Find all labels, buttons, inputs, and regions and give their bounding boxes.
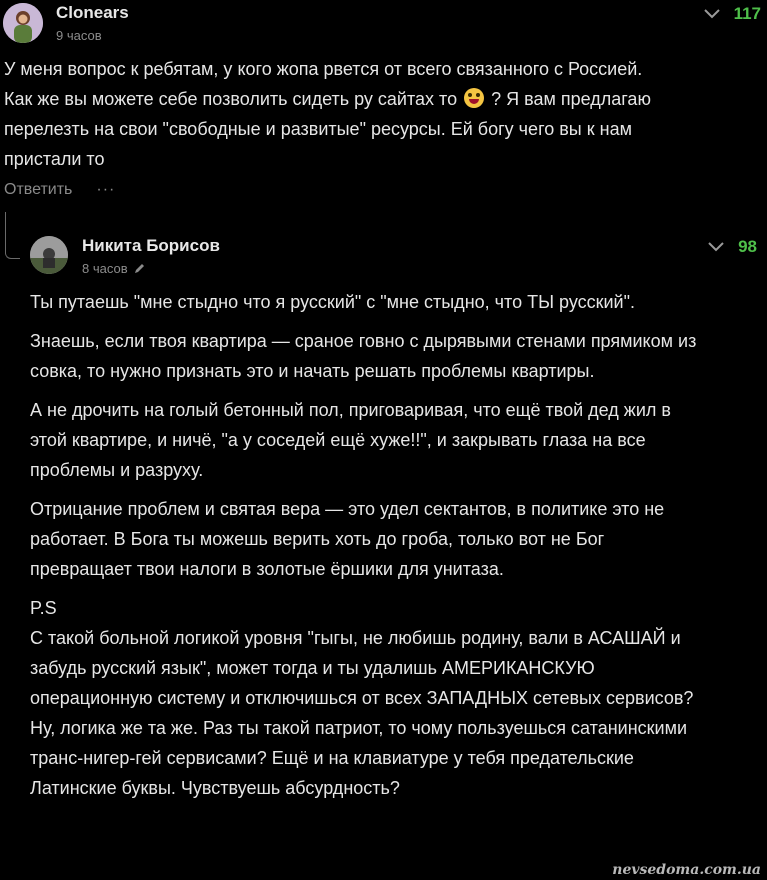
reply-paragraph: Ты путаешь "мне стыдно что я русский" с "мне стыдно, что ТЫ русский". [30,292,635,312]
vote-count: 117 [733,4,761,23]
reply-time: 8 часов [82,261,128,276]
watermark: nevsedoma.com.ua [612,862,761,878]
comment-body [4,54,654,174]
avatar-image [30,236,68,274]
chevron-down-icon[interactable] [704,9,720,19]
grinning-emoji [464,88,484,108]
thread-line [5,212,20,259]
comment-time: 9 часов [56,28,102,43]
avatar-image [3,3,43,43]
reply-paragraph: Знаешь, если твоя квартира — сраное говно с дырявыми стенами прямиком из совка, то нужно признать это и начать решать проблемы квартиры. [30,331,697,381]
comment-actions [4,181,115,199]
comment-votes [704,4,761,24]
comment-text-part1: У меня вопрос к ребятам, у кого жопа рвется от всего связанного с Россией. Как же вы можете себе позволить сидеть ру сайтах то [4,59,643,109]
reply-author[interactable]: Никита Борисов [82,236,220,255]
comment-text-part2: ? Я вам предлагаю перелезть на свои "свободные и развитые" ресурсы. Ей богу чего вы к нам пристали то [4,89,651,169]
vote-count: 98 [738,237,757,256]
reply-paragraph: А не дрочить на голый бетонный пол, приговаривая, что ещё твой дед жил в этой квартире, и ничё, "а у соседей ещё хуже!!", и закрывать глаза на все проблемы и разруху. [30,400,671,480]
pencil-icon [134,263,145,274]
reply-paragraph: P.S [30,598,57,618]
avatar-clonears[interactable] [3,3,43,43]
avatar-nikita[interactable] [30,236,68,274]
reply-button[interactable]: Ответить [4,181,73,198]
reply-paragraph: Отрицание проблем и святая вера — это удел сектантов, в политике это не работает. В Бога ты можешь верить хоть до гроба, только вот не Бог превращает твои налоги в золотые ёршики для унитаза. [30,499,665,579]
reply-paragraph: С такой больной логикой уровня "гыгы, не любишь родину, вали в АСАШАЙ и забудь русский язык", может тогда и ты удалишь АМЕРИКАНСКУЮ операционную систему и отключишься от всех ЗАПАДНЫХ сетевых сервисов? Ну, логика же та же. Раз ты такой патриот, то чому пользуешься сатанинскими транс-нигер-гей сервисами? Ещё и на клавиатуре у тебя предательские Латинские буквы. Чувствуешь абсурдность? [30,628,694,798]
reply-time-row [82,261,145,276]
chevron-down-icon[interactable] [708,242,724,252]
reply-votes [708,237,757,257]
comment-author[interactable]: Clonears [56,3,129,22]
more-options-button[interactable]: ··· [96,181,116,198]
reply-body [30,287,705,812]
